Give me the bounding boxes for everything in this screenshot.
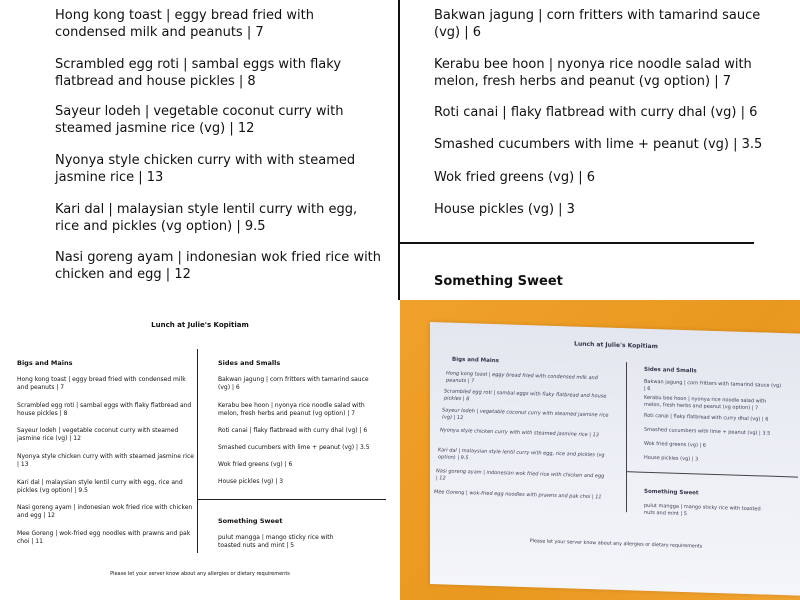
side-item: House pickles (vg) | 3 [218, 478, 284, 485]
zoom-main-item: Nyonya style chicken curry with with steamed jasmine rice | 13 [55, 153, 356, 185]
photo-main-item: Kari dal | malaysian style lentil curry with egg, rice and pickles (vg option) | 9.5 [438, 447, 605, 461]
zoom-crop-mains [0, 0, 399, 300]
photo-sweet-item: pulut mangga | mango sticky rice with toasted nuts and mint | 5 [644, 502, 761, 517]
column-divider [197, 349, 198, 553]
menu-title: Lunch at Julie's Kopitiam [151, 321, 249, 329]
side-item: Bakwan jagung | corn fritters with tamarind sauce (vg) | 6 [218, 376, 369, 391]
main-item: Mee Goreng | wok-fried egg noodles with prawns and pak choi | 11 [17, 530, 191, 545]
main-item: Kari dal | malaysian style lentil curry with egg, rice and pickles (vg option) | 9.5 [17, 479, 183, 494]
main-item: Sayeur lodeh | vegetable coconut curry with steamed jasmine rice (vg) | 12 [17, 427, 179, 442]
paper-sheet [430, 322, 800, 596]
photo-side-item: House pickles (vg) | 3 [644, 454, 699, 463]
zoom-main-item: Kari dal | malaysian style lentil curry with egg, rice and pickles (vg option) | 9.5 [55, 202, 358, 234]
photo-side-item: Roti canai | flaky flatbread with curry dhal (vg) | 6 [644, 412, 769, 423]
sides-heading: Sides and Smalls [218, 359, 281, 367]
photo-main-item: Hong kong toast | eggy bread fried with condensed milk and peanuts | 7 [446, 370, 598, 384]
section-divider [197, 499, 386, 500]
mains-heading: Bigs and Mains [17, 359, 73, 367]
photo-mains-heading: Bigs and Mains [452, 356, 499, 365]
photo-main-item: Mee Goreng | wok-fried egg noodles with prawns and pak choi | 11 [434, 489, 602, 501]
main-item: Nyonya style chicken curry with with steamed jasmine rice | 13 [17, 453, 194, 468]
zoom-side-item: House pickles (vg) | 3 [434, 202, 575, 217]
zoom-side-item: Roti canai | flaky flatbread with curry dhal (vg) | 6 [434, 105, 758, 120]
menu-document [0, 300, 400, 600]
photo-column-divider [626, 362, 627, 512]
photo-menu-title: Lunch at Julie's Kopitiam [574, 340, 658, 351]
main-item: Scrambled egg roti | sambal eggs with flaky flatbread and house pickles | 8 [17, 402, 192, 417]
zoom-main-item: Nasi goreng ayam | indonesian wok fried rice with chicken and egg | 12 [55, 250, 382, 282]
photo-sweet-heading: Something Sweet [644, 488, 699, 497]
photo-main-item: Sayeur lodeh | vegetable coconut curry with steamed jasmine rice (vg) | 12 [442, 407, 609, 421]
photo-side-item: Wok fried greens (vg) | 6 [644, 440, 706, 449]
zoom-side-item: Kerabu bee hoon | nyonya rice noodle salad with melon, fresh herbs and peanut (vg option) | 7 [434, 57, 752, 89]
allergy-footer: Please let your server know about any allergies or dietary requirements [110, 571, 290, 577]
zoom-main-item: Hong kong toast | eggy bread fried with condensed milk and peanuts | 7 [55, 8, 315, 40]
photo-main-item: Nyonya style chicken curry with with steamed jasmine rice | 13 [440, 427, 599, 439]
zoom-crop-sides [400, 0, 800, 300]
menu-photo [400, 300, 800, 600]
photo-side-item: Smashed cucumbers with lime + peanut (vg) | 3.5 [644, 426, 771, 437]
main-item: Nasi goreng ayam | indonesian wok fried rice with chicken and egg | 12 [17, 504, 193, 519]
side-item: Smashed cucumbers with lime + peanut (vg) | 3.5 [218, 444, 370, 451]
zoom-main-item: Scrambled egg roti | sambal eggs with flaky flatbread and house pickles | 8 [55, 57, 342, 89]
photo-side-item: Bakwan jagung | corn fritters with tamarind sauce (vg) | 6 [644, 378, 782, 392]
zoom-side-item: Smashed cucumbers with lime + peanut (vg) | 3.5 [434, 137, 763, 152]
side-item: Kerabu bee hoon | nyonya rice noodle salad with melon, fresh herbs and peanut (vg option) | 7 [218, 402, 365, 417]
zoom-side-item: Bakwan jagung | corn fritters with tamarind sauce (vg) | 6 [434, 8, 761, 40]
zoom-section-divider [400, 242, 754, 244]
side-item: Roti canai | flaky flatbread with curry dhal (vg) | 6 [218, 427, 368, 434]
zoom-side-item: Wok fried greens (vg) | 6 [434, 170, 596, 185]
main-item: Hong kong toast | eggy bread fried with condensed milk and peanuts | 7 [17, 376, 186, 391]
zoom-main-item: Sayeur lodeh | vegetable coconut curry with steamed jasmine rice (vg) | 12 [55, 104, 344, 136]
photo-allergy-footer: Please let your server know about any allergies or dietary requirements [529, 539, 703, 550]
sweet-heading: Something Sweet [218, 517, 283, 525]
photo-main-item: Nasi goreng ayam | indonesian wok fried rice with chicken and egg | 12 [436, 468, 605, 481]
zoom-sweet-heading: Something Sweet [434, 274, 563, 289]
sweet-item: pulut mangga | mango sticky rice with toasted nuts and mint | 5 [218, 534, 334, 549]
photo-sides-heading: Sides and Smalls [644, 366, 697, 375]
photo-main-item: Scrambled egg roti | sambal eggs with flaky flatbread and house pickles | 8 [444, 388, 607, 402]
photo-side-item: Kerabu bee hoon | nyonya rice noodle salad with melon, fresh herbs and peanut (vg option) | 7 [644, 394, 767, 411]
photo-section-divider [626, 471, 798, 477]
side-item: Wok fried greens (vg) | 6 [218, 461, 293, 468]
